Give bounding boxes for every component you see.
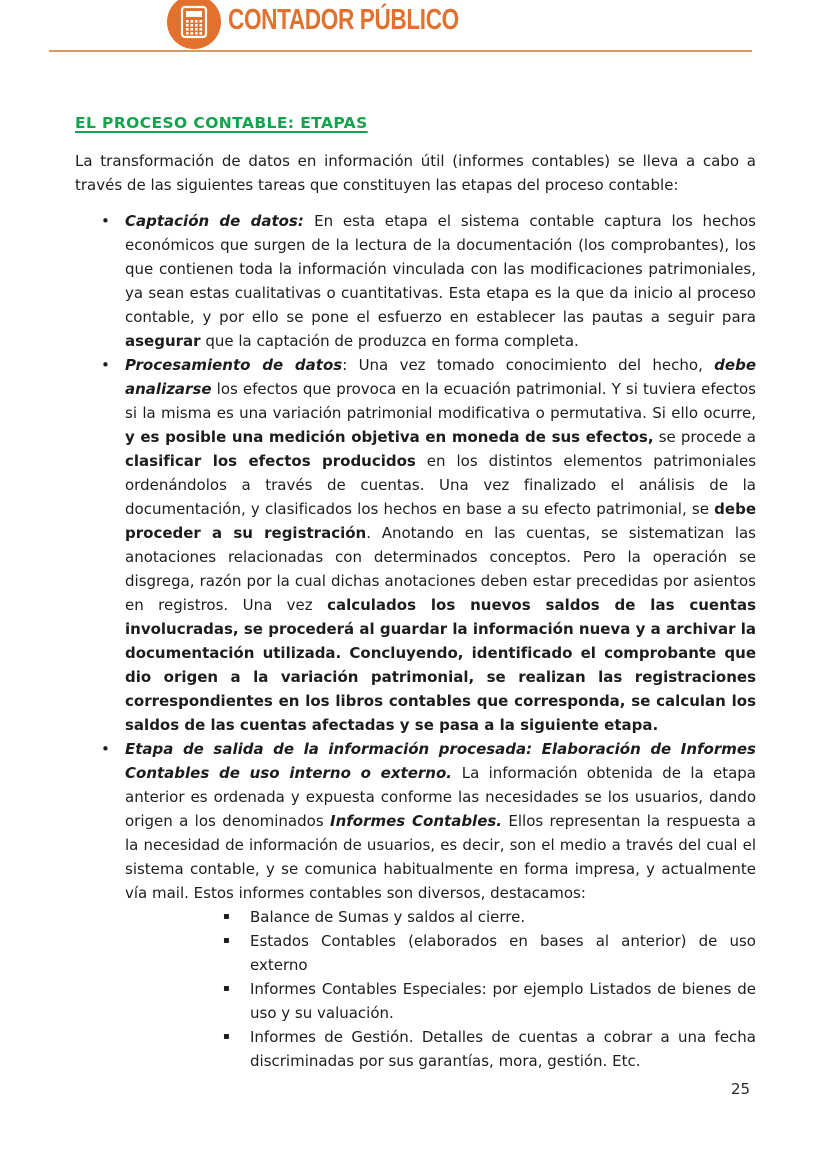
list-item [125, 929, 756, 977]
sub-bullet-text: Estados Contables (elaborados en bases al anterior) de uso externo [250, 932, 756, 974]
sub-bullet-marker: ▪ [223, 911, 230, 922]
sub-bullet-marker: ▪ [223, 983, 230, 994]
bullet-text: Captación de datos: En esta etapa el sistema contable captura los hechos económicos que surgen de la lectura de la documentación (los comprobantes), los que contienen toda la información vinculada con las modificaciones patrimoniales, ya sean estas cualitativas o cuantitativas. Esta etapa es la que da inicio al proceso contable, y por ello se pone el esfuerzo en establecer las pautas a seguir para asegurar que la captación de produzca en forma completa. [125, 212, 756, 350]
sub-bullet-marker: ▪ [223, 935, 230, 946]
bullet-body [125, 737, 756, 1073]
content [75, 114, 756, 1073]
bullet-list [75, 209, 756, 1073]
sub-bullet-text: Informes de Gestión. Detalles de cuentas a cobrar a una fecha discriminadas por sus garantías, mora, gestión. Etc. [250, 1028, 756, 1070]
section-heading: EL PROCESO CONTABLE: ETAPAS [75, 114, 368, 132]
bullet-text: Procesamiento de datos: Una vez tomado conocimiento del hecho, debe analizarse los efectos que provoca en la ecuación patrimonial. Y si tuviera efectos si la misma es una variación patrimonial modificativa o permutativa. Si ello ocurre, y es posible una medición objetiva en moneda de sus efectos, se procede a clasificar los efectos producidos en los distintos elementos patrimoniales ordenándolos a través de cuentas. Una vez finalizado el análisis de la documentación, y clasificados los hechos en base a su efecto patrimonial, se debe proceder a su registración. Anotando en las cuentas, se sistematizan las anotaciones relacionadas con determinados conceptos. Pero la operación se disgrega, razón por la cual dichas anotaciones deben estar precedidas por asientos en registros. Una vez calculados los nuevos saldos de las cuentas involucradas, se procederá al guardar la información nueva y a archivar la documentación utilizada. Concluyendo, identificado el comprobante que dio origen a la variación patrimonial, se realizan las registraciones correspondientes en los libros contables que corresponda, se calculan los saldos de las cuentas afectadas y se pasa a la siguiente etapa. [125, 356, 757, 734]
page-number: 25 [731, 1080, 751, 1098]
bullet-marker: • [101, 356, 110, 374]
bullet-marker: • [101, 740, 110, 758]
sub-bullet-marker: ▪ [223, 1031, 230, 1042]
list-item [75, 209, 756, 353]
list-item [125, 905, 756, 929]
sub-bullet-text: Informes Contables Especiales: por ejemplo Listados de bienes de uso y su valuación. [250, 980, 756, 1022]
list-item [125, 977, 756, 1025]
bullet-marker: • [101, 212, 110, 230]
bullet-text: Etapa de salida de la información procesada: Elaboración de Informes Contables de uso interno o externo. La información obtenida de la etapa anterior es ordenada y expuesta conforme las necesidades se los usuarios, dando origen a los denominados Informes Contables. Ellos representan la respuesta a la necesidad de información de usuarios, es decir, son el medio a través del cual el sistema contable, y se comunica habitualmente en forma impresa, y actualmente vía mail. Estos informes contables son diversos, destacamos: [125, 740, 757, 902]
list-item [75, 737, 756, 1073]
brand-title: CONTADOR PÚBLICO [228, 4, 459, 36]
sub-bullet-text: Balance de Sumas y saldos al cierre. [250, 908, 526, 926]
list-item [125, 1025, 756, 1073]
sub-bullet-list [125, 905, 756, 1073]
list-item [75, 353, 756, 737]
intro-paragraph: La transformación de datos en información útil (informes contables) se lleva a cabo a través de las siguientes tareas que constituyen las etapas del proceso contable: [75, 152, 756, 194]
header-divider [49, 50, 752, 52]
calculator-icon [167, 0, 221, 49]
